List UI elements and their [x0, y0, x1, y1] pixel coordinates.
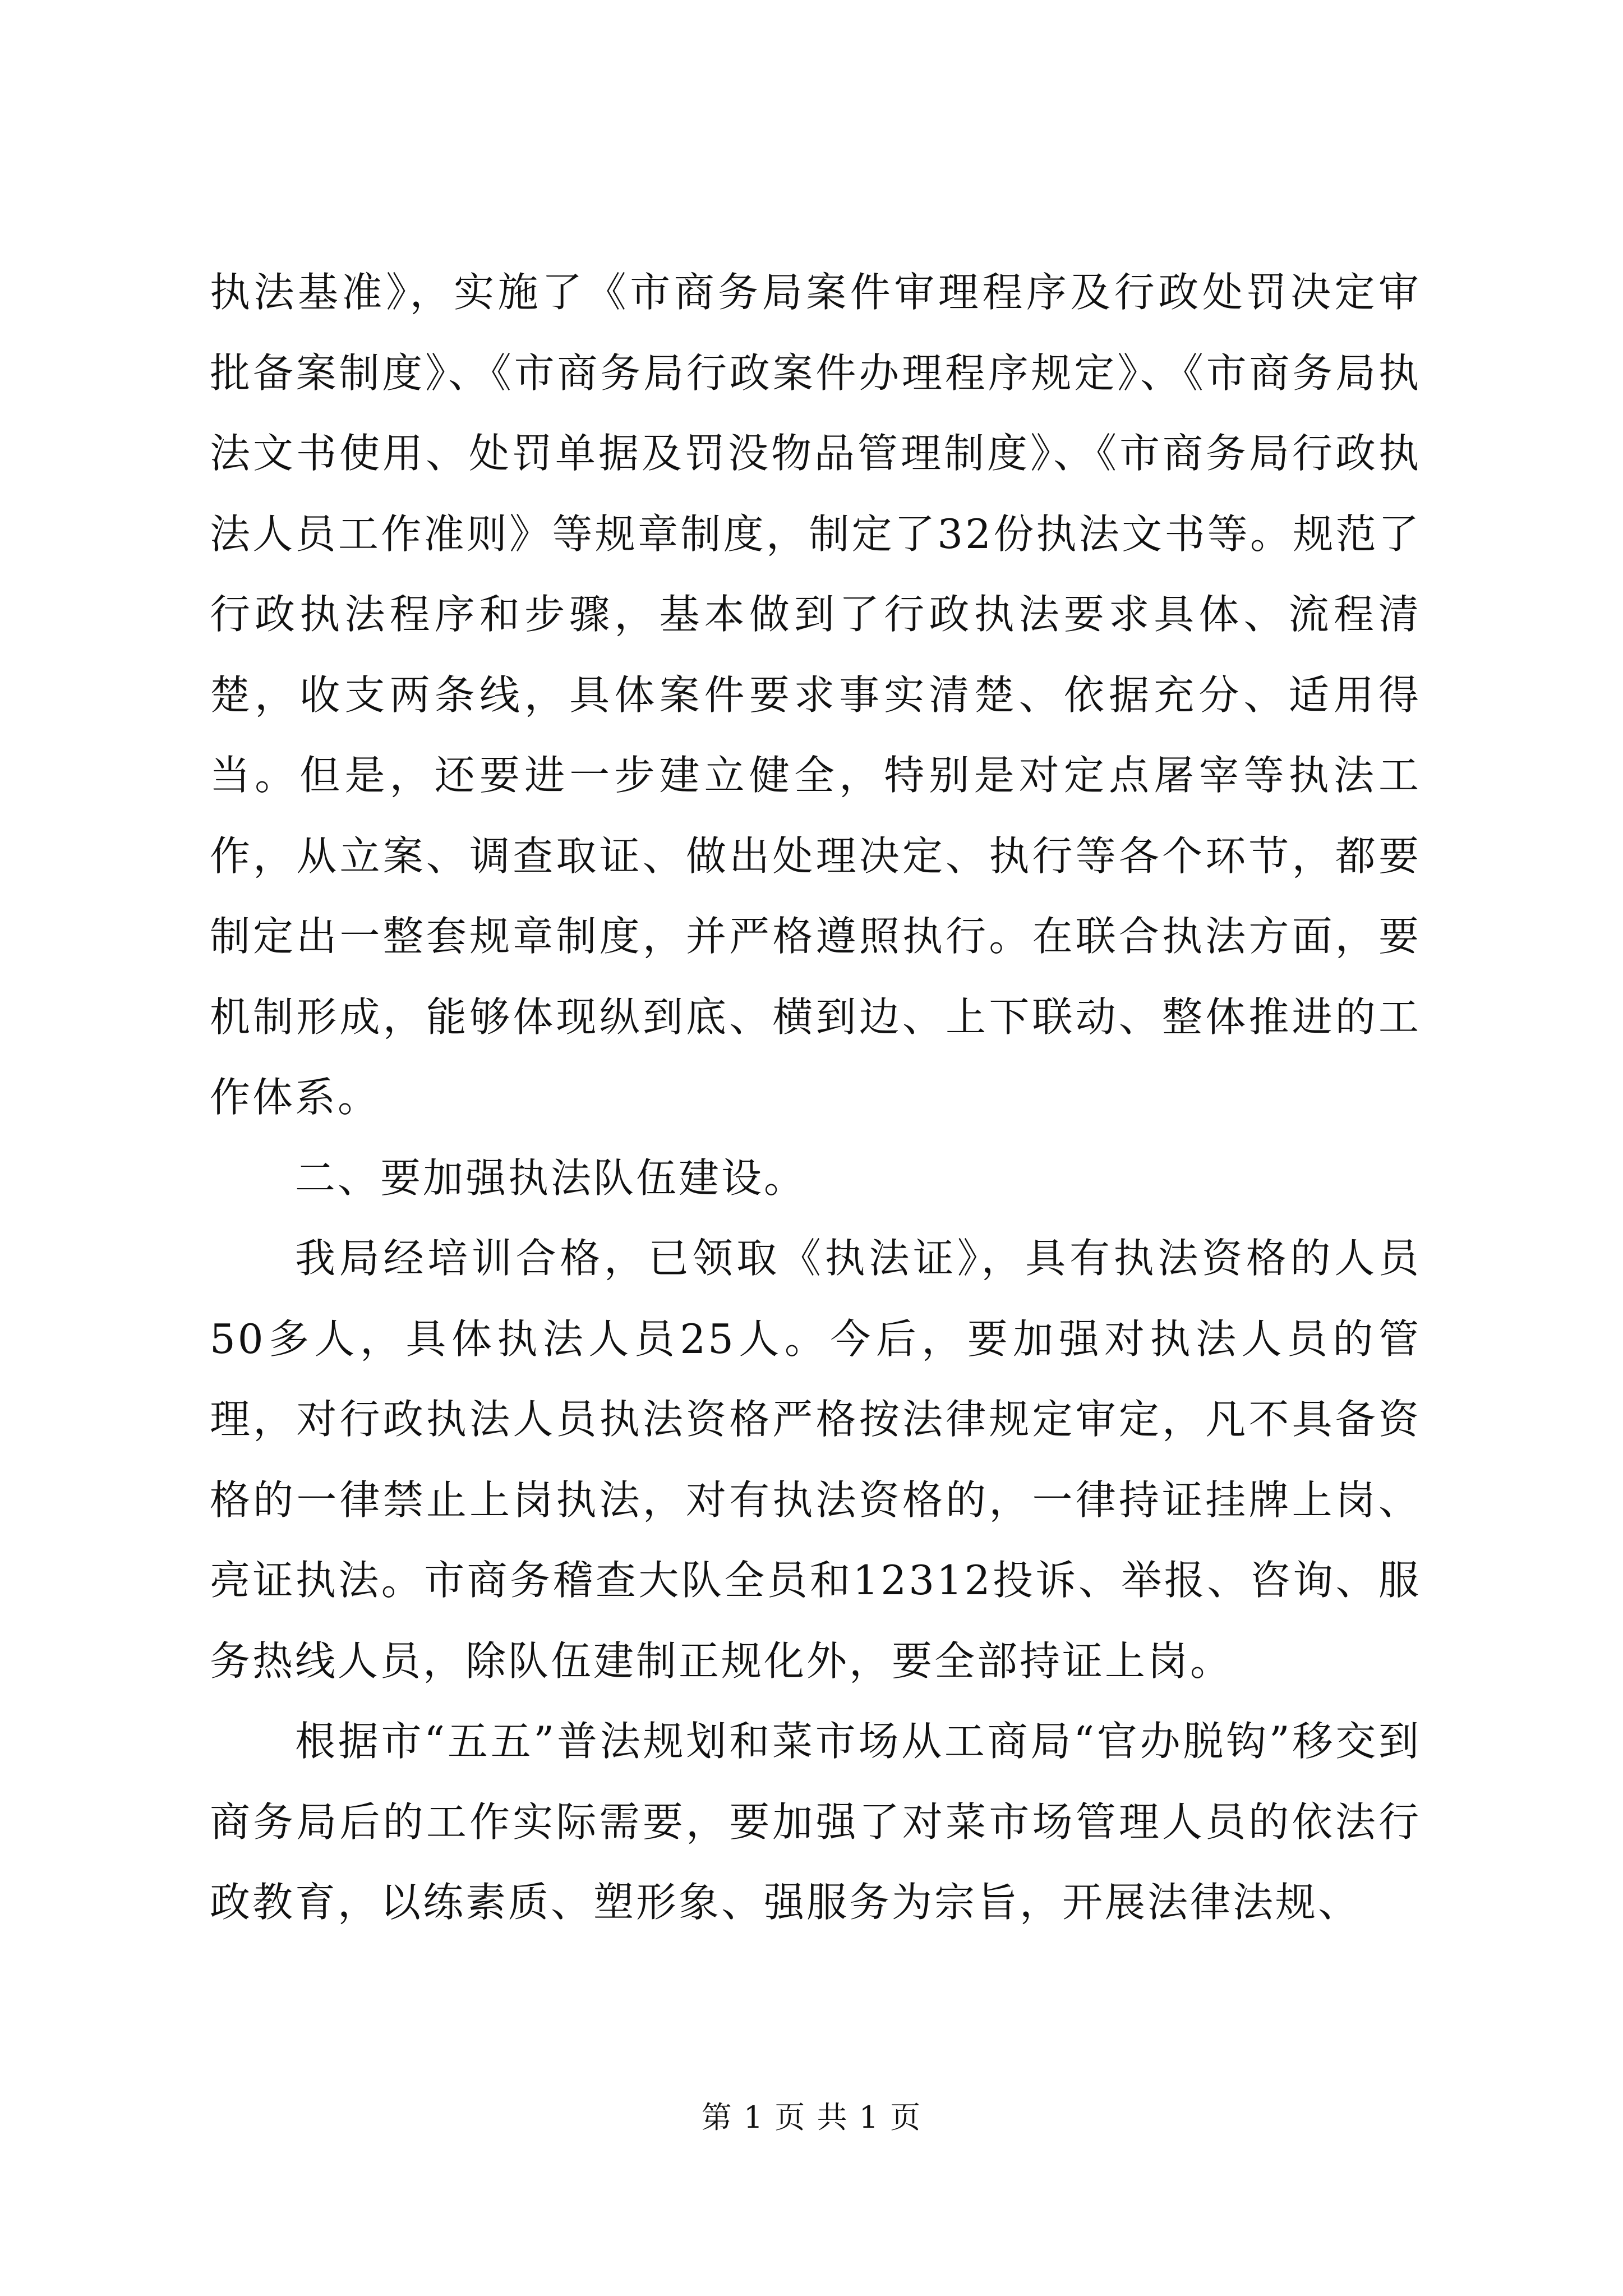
- page-footer: 第 1 页 共 1 页: [701, 2100, 922, 2135]
- document-body: [210, 252, 1421, 1943]
- paragraph-market: 根据市“五五”普法规划和菜市场从工商局“官办脱钩”移交到商务局后的工作实际需要，要加强了对菜市场管理人员的依法行政教育，以练素质、塑形象、强服务为宗旨，开展法律法规、: [210, 1718, 1421, 1926]
- paragraph-personnel: 我局经培训合格，已领取《执法证》，具有执法资格的人员50多人，具体执法人员25人。今后，要加强对执法人员的管理，对行政执法人员执法资格严格按法律规定审定，凡不具备资格的一律禁止上岗执法，对有执法资格的，一律持证挂牌上岗、亮证执法。市商务稽查大队全员和12312投诉、举报、咨询、服务热线人员，除队伍建制正规化外，要全部持证上岗。: [210, 1235, 1421, 1685]
- section-heading: 二、要加强执法队伍建设。: [295, 1154, 807, 1202]
- paragraph-continued: 执法基准》，实施了《市商务局案件审理程序及行政处罚决定审批备案制度》、《市商务局行政案件办理程序规定》、《市商务局执法文书使用、处罚单据及罚没物品管理制度》、《市商务局行政执法人员工作准则》等规章制度，制定了32份执法文书等。规范了行政执法程序和步骤，基本做到了行政执法要求具体、流程清楚，收支两条线，具体案件要求事实清楚、依据充分、适用得当。但是，还要进一步建立健全，特别是对定点屠宰等执法工作，从立案、调查取证、做出处理决定、执行等各个环节，都要制定出一整套规章制度，并严格遵照执行。在联合执法方面，要机制形成，能够体现纵到底、横到边、上下联动、整体推进的工作体系。: [210, 269, 1421, 1121]
